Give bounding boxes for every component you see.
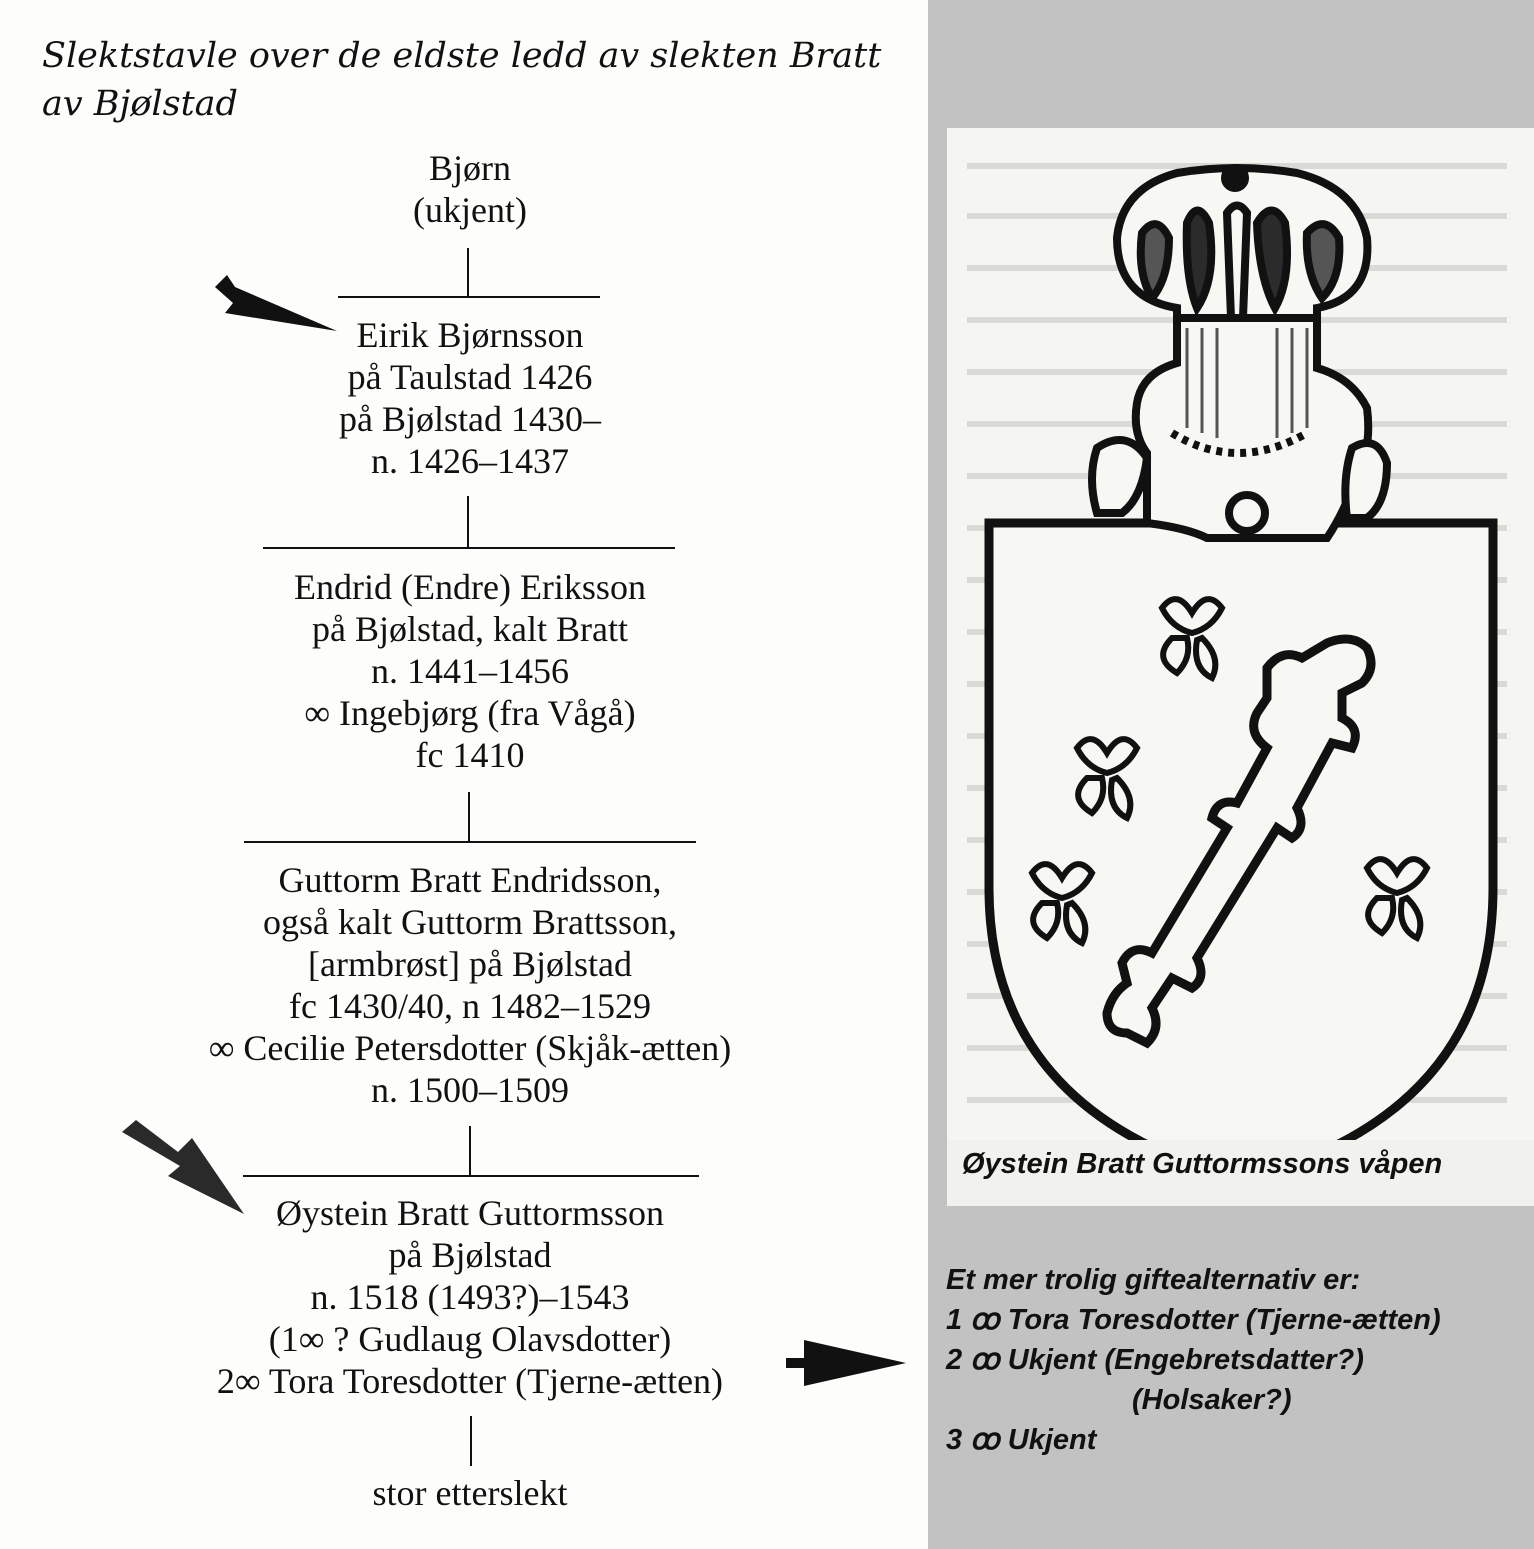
node-line: Guttorm Bratt Endridsson,	[278, 860, 662, 900]
coat-of-arms-icon	[947, 128, 1534, 1206]
connector-horizontal	[338, 296, 600, 298]
tree-node-endrid	[140, 566, 800, 776]
node-line: [armbrøst] på Bjølstad	[308, 944, 632, 984]
node-line: (1∞ ? Gudlaug Olavsdotter)	[268, 1319, 672, 1359]
connector-horizontal	[263, 547, 675, 549]
node-line: n. 1441–1456	[371, 651, 569, 691]
connector-vertical	[470, 1416, 472, 1466]
arrow-right-icon	[205, 265, 345, 345]
coat-of-arms-caption: Øystein Bratt Guttormssons våpen	[962, 1148, 1443, 1180]
node-line: på Taulstad 1426	[347, 357, 593, 397]
node-line: fc 1410	[415, 735, 525, 775]
tree-node-bjorn	[140, 147, 800, 231]
tree-node-oystein	[140, 1192, 800, 1402]
connector-vertical	[467, 248, 469, 297]
tree-node-guttorm	[140, 859, 800, 1111]
node-line: Bjørn	[428, 148, 511, 188]
marriage-note-line: 3 ꝏ Ukjent	[946, 1424, 1097, 1456]
node-line: stor etterslekt	[372, 1473, 568, 1513]
connector-vertical	[468, 792, 470, 842]
node-line: også kalt Guttorm Brattsson,	[263, 902, 677, 942]
coat-of-arms-scan	[947, 128, 1534, 1206]
node-line: ∞ Ingebjørg (fra Vågå)	[304, 693, 636, 733]
node-line: Øystein Bratt Guttormsson	[276, 1193, 664, 1233]
node-line: n. 1426–1437	[371, 441, 569, 481]
connector-horizontal	[244, 841, 696, 843]
marriage-note-line: (Holsaker?)	[1132, 1384, 1292, 1416]
node-line: 2∞ Tora Toresdotter (Tjerne-ætten)	[216, 1361, 724, 1401]
arrow-right-icon	[784, 1336, 910, 1392]
marriage-note-heading: Et mer trolig giftealternativ er:	[946, 1264, 1361, 1296]
node-line: på Bjølstad	[388, 1235, 552, 1275]
node-line: på Bjølstad, kalt Bratt	[312, 609, 628, 649]
marriage-note-line: 2 ꝏ Ukjent (Engebretsdatter?)	[946, 1344, 1364, 1376]
node-line: Endrid (Endre) Eriksson	[294, 567, 646, 607]
node-line: Eirik Bjørnsson	[356, 315, 584, 355]
node-line: n. 1500–1509	[371, 1070, 569, 1110]
node-line: på Bjølstad 1430–	[339, 399, 601, 439]
connector-vertical	[467, 496, 469, 548]
page-title: Slektstavle over de eldste ledd av slekten Bratt av Bjølstad	[42, 36, 882, 124]
node-line: (ukjent)	[413, 190, 527, 230]
marriage-note-line: 1 ꝏ Tora Toresdotter (Tjerne-ætten)	[946, 1304, 1441, 1336]
tree-node-descendants	[140, 1472, 800, 1514]
node-line: fc 1430/40, n 1482–1529	[289, 986, 651, 1026]
node-line: ∞ Cecilie Petersdotter (Skjåk-ætten)	[208, 1028, 732, 1068]
node-line: n. 1518 (1493?)–1543	[310, 1277, 630, 1317]
marriage-note	[946, 1260, 1534, 1460]
